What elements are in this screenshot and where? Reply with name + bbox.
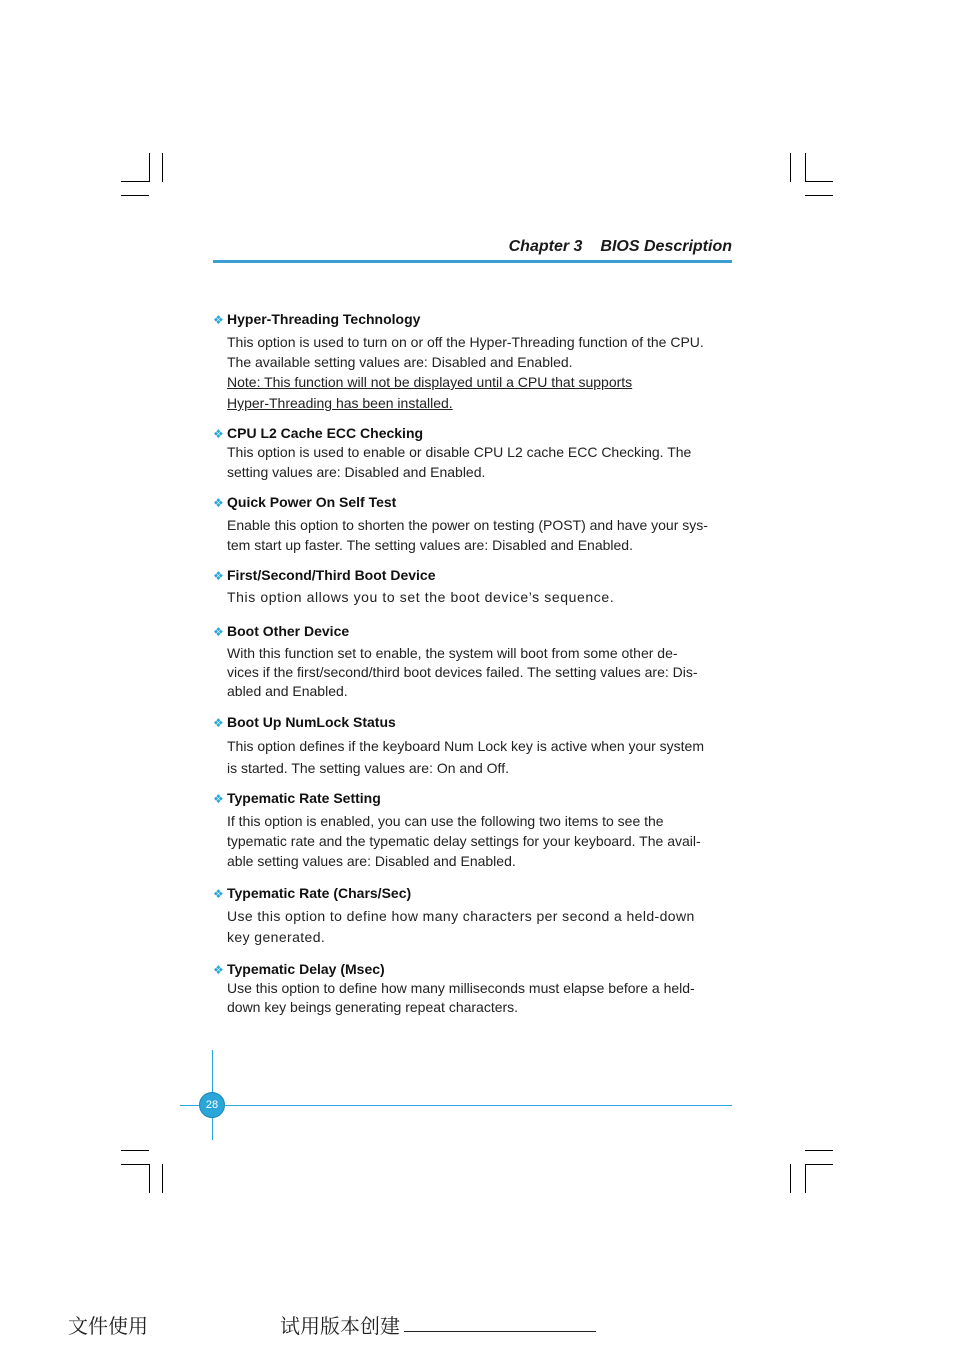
- body-line: abled and Enabled.: [227, 683, 348, 699]
- body-line: This option allows you to set the boot device’s sequence.: [227, 589, 615, 605]
- section-title: ❖ Quick Power On Self Test: [213, 494, 397, 510]
- body-line: down key beings generating repeat characters.: [227, 998, 519, 1015]
- section-body: [227, 644, 733, 701]
- crop-mark: [790, 1164, 791, 1193]
- section-title: ❖ Typematic Delay (Msec): [213, 961, 385, 977]
- crop-mark: [805, 153, 806, 182]
- body-line: vices if the first/second/third boot devices failed. The setting values are: Dis-: [227, 664, 698, 680]
- body-line: This option is used to turn on or off the Hyper-Threading function of the CPU.: [227, 334, 704, 350]
- note-line: Hyper-Threading has been installed.: [227, 395, 453, 411]
- body-line: key generated.: [227, 929, 326, 945]
- diamond-bullet-icon: ❖: [213, 496, 224, 510]
- page-number: 28: [199, 1092, 225, 1118]
- body-line: If this option is enabled, you can use the following two items to see the: [227, 813, 664, 829]
- body-line: tem start up faster. The setting values are: Disabled and Enabled.: [227, 537, 633, 553]
- crop-mark: [121, 1164, 149, 1165]
- section-boot-device: [213, 566, 733, 608]
- body-line: Use this option to define how many milliseconds must elapse before a held-: [227, 980, 695, 996]
- crop-mark: [121, 181, 149, 182]
- diamond-bullet-icon: ❖: [213, 792, 224, 806]
- diamond-bullet-icon: ❖: [213, 625, 224, 639]
- crop-mark: [805, 1150, 833, 1151]
- body-line: Use this option to define how many characters per second a held-down: [227, 908, 695, 924]
- note-line: Note: This function will not be displayed until a CPU that supports: [227, 374, 633, 390]
- section-body: [227, 443, 733, 482]
- crop-mark: [149, 153, 150, 182]
- body-line: typematic rate and the typematic delay settings for your keyboard. The avail-: [227, 833, 701, 849]
- body-line: able setting values are: Disabled and Enabled.: [227, 853, 516, 869]
- body-line: Enable this option to shorten the power on testing (POST) and have your sys-: [227, 517, 708, 533]
- section-typematic-delay: [213, 960, 733, 1016]
- watermark-right: 试用版本创建: [280, 1314, 400, 1338]
- section-body: [227, 588, 733, 608]
- header-rule: [213, 260, 732, 263]
- section-title: ❖ Typematic Rate (Chars/Sec): [213, 885, 412, 901]
- crop-mark: [805, 1164, 806, 1193]
- crop-mark: [149, 1164, 150, 1193]
- section-boot-other-device: [213, 622, 733, 701]
- section-title: ❖ Boot Other Device: [213, 623, 350, 639]
- diamond-bullet-icon: ❖: [213, 887, 224, 901]
- section-body: [227, 332, 733, 414]
- section-typematic-rate-setting: [213, 789, 733, 871]
- section-title: ❖ Hyper-Threading Technology: [213, 311, 421, 327]
- crop-mark: [162, 153, 163, 182]
- section-title: ❖ CPU L2 Cache ECC Checking: [213, 425, 424, 441]
- section-body: [227, 979, 733, 1016]
- chapter-label: Chapter 3: [508, 238, 583, 255]
- diamond-bullet-icon: ❖: [213, 313, 224, 327]
- section-body: [227, 735, 733, 779]
- section-quick-power-on: [213, 493, 733, 555]
- body-line: This option defines if the keyboard Num Lock key is active when your system: [227, 738, 704, 754]
- section-body: [227, 811, 733, 871]
- crop-mark: [790, 153, 791, 182]
- watermark-left: 文件使用: [68, 1314, 148, 1338]
- diamond-bullet-icon: ❖: [213, 427, 224, 441]
- body-line: setting values are: Disabled and Enabled.: [227, 463, 486, 480]
- body-line: With this function set to enable, the system will boot from some other de-: [227, 645, 678, 661]
- chapter-header: [213, 238, 732, 262]
- section-hyper-threading: [213, 310, 733, 414]
- watermark-underline: [404, 1331, 596, 1332]
- crop-mark: [805, 195, 833, 196]
- body-line: is started. The setting values are: On and Off.: [227, 760, 509, 776]
- section-title: ❖ Typematic Rate Setting: [213, 790, 381, 806]
- section-title: ❖ Boot Up NumLock Status: [213, 714, 396, 730]
- section-title: ❖ First/Second/Third Boot Device: [213, 567, 436, 583]
- section-body: [227, 515, 733, 555]
- crop-mark: [162, 1164, 163, 1193]
- footer-rule: [180, 1105, 732, 1106]
- diamond-bullet-icon: ❖: [213, 963, 224, 977]
- crop-mark: [121, 195, 149, 196]
- crop-mark: [805, 1164, 833, 1165]
- crop-mark: [805, 181, 833, 182]
- section-typematic-rate: [213, 884, 733, 948]
- section-body: [227, 906, 733, 948]
- section-numlock-status: [213, 713, 733, 779]
- diamond-bullet-icon: ❖: [213, 569, 224, 583]
- diamond-bullet-icon: ❖: [213, 716, 224, 730]
- section-cpu-l2-cache: [213, 424, 733, 482]
- crop-mark: [121, 1150, 149, 1151]
- chapter-title: BIOS Description: [600, 238, 732, 255]
- body-line: The available setting values are: Disabled and Enabled.: [227, 354, 573, 370]
- body-line: This option is used to enable or disable CPU L2 cache ECC Checking. The: [227, 444, 692, 460]
